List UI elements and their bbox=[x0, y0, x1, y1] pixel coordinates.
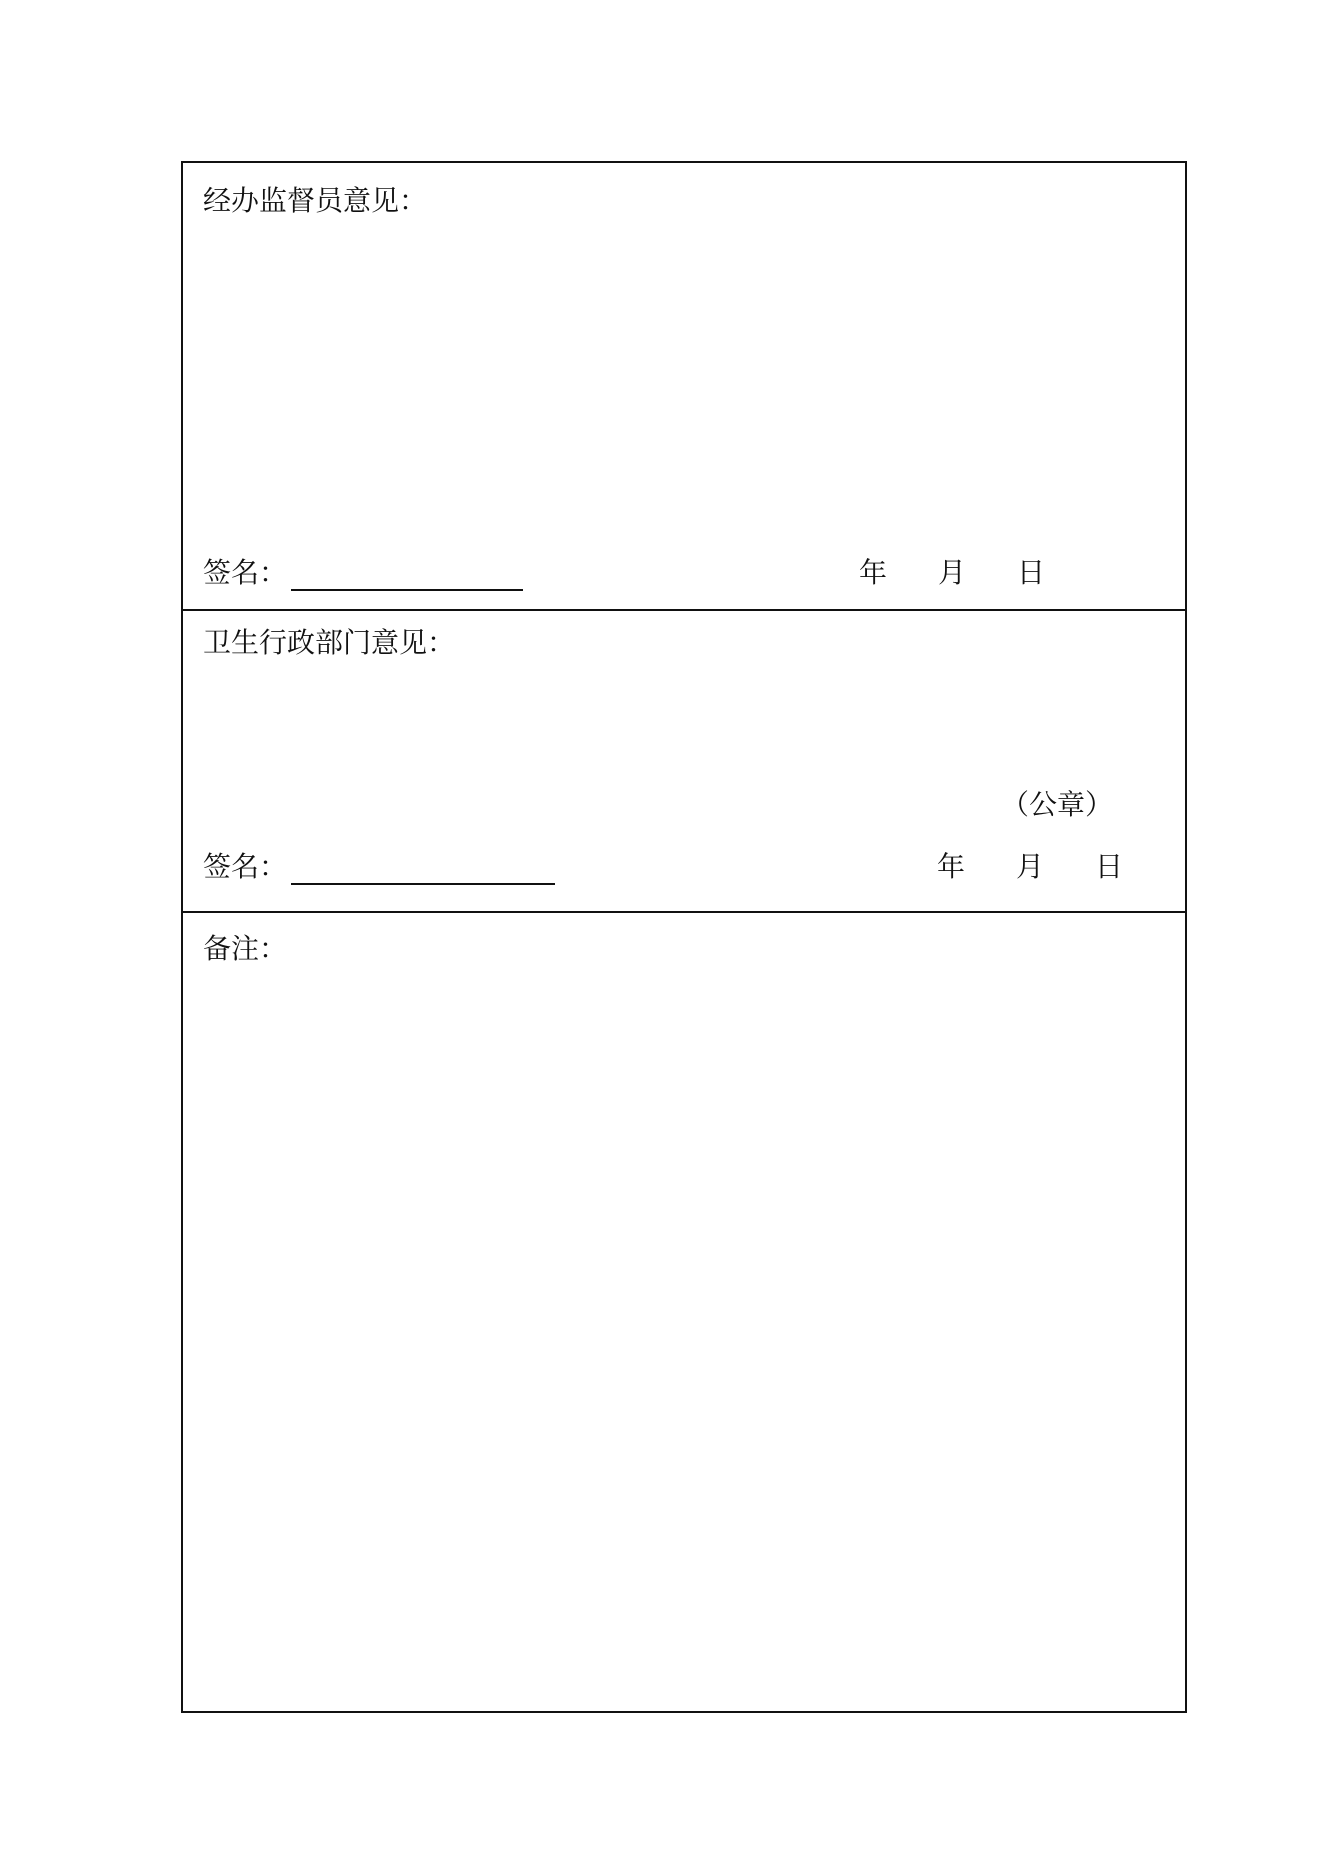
health-dept-signature-label: 签名： bbox=[203, 850, 288, 883]
health-dept-date-day: 日 bbox=[1095, 850, 1124, 883]
supervisor-date-day: 日 bbox=[1017, 556, 1046, 589]
official-seal-label: （公章） bbox=[1001, 788, 1114, 821]
health-dept-signature-row bbox=[203, 849, 555, 885]
supervisor-signature-line[interactable] bbox=[291, 559, 523, 591]
remarks-section bbox=[183, 913, 1185, 1713]
supervisor-signature-row bbox=[203, 555, 523, 591]
supervisor-date-month: 月 bbox=[938, 556, 967, 589]
opinion-form bbox=[181, 161, 1187, 1713]
supervisor-signature-label: 签名： bbox=[203, 556, 288, 589]
health-dept-date-month: 月 bbox=[1016, 850, 1045, 883]
supervisor-date-year: 年 bbox=[859, 556, 888, 589]
supervisor-opinion-section bbox=[183, 163, 1185, 611]
health-dept-opinion-title: 卫生行政部门意见： bbox=[203, 626, 456, 659]
remarks-title: 备注： bbox=[203, 932, 288, 965]
health-dept-signature-line[interactable] bbox=[291, 853, 555, 885]
supervisor-opinion-title: 经办监督员意见： bbox=[203, 184, 428, 217]
health-dept-date-year: 年 bbox=[937, 850, 966, 883]
health-dept-opinion-section bbox=[183, 611, 1185, 913]
